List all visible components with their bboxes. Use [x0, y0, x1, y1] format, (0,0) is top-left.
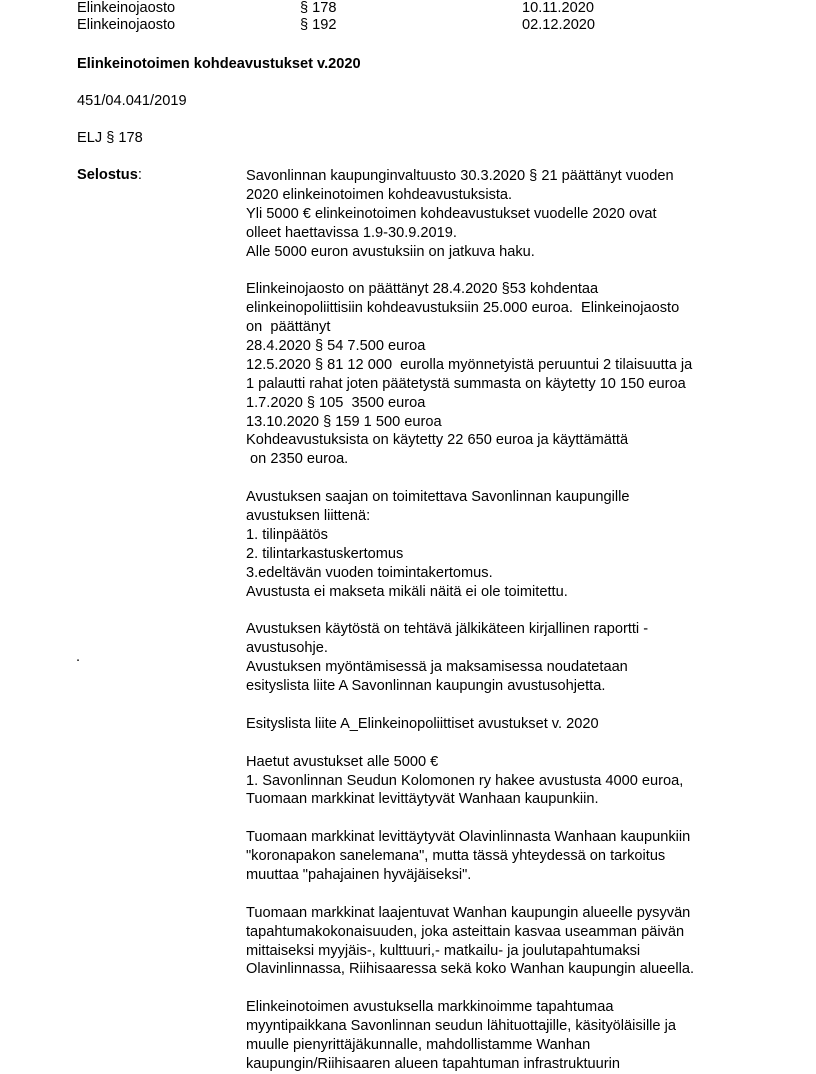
selostus-colon: :	[137, 167, 142, 183]
body-line: avustusohje.	[246, 640, 328, 657]
selostus-label-text: Selostus	[77, 167, 138, 183]
body-line: esityslista liite A Savonlinnan kaupungin avustusohjetta.	[246, 678, 606, 695]
body-line: Alle 5000 euron avustuksiin on jatkuva haku.	[246, 243, 535, 260]
body-line: Elinkeinojaosto on päättänyt 28.4.2020 §53 kohdentaa	[246, 281, 599, 298]
body-line: 1 palautti rahat joten päätetystä summasta on käytetty 10 150 euroa	[246, 375, 686, 392]
body-line: Esityslista liite A_Elinkeinopoliittiset avustukset v. 2020	[246, 715, 599, 732]
header-section: § 192	[300, 17, 337, 33]
body-line: 2020 elinkeinotoimen kohdeavustuksista.	[246, 186, 513, 203]
body-line: muulle pienyrittäjäkunnalle, mahdollistamme Wanhan	[246, 1036, 591, 1053]
body-line: Haetut avustukset alle 5000 €	[246, 753, 439, 770]
selostus-label	[77, 167, 142, 184]
body-line: tapahtumakokonaisuuden, joka asteittain kasvaa useamman päivän	[246, 923, 685, 940]
body-line: olleet haettavissa 1.9-30.9.2019.	[246, 224, 457, 241]
body-line: muuttaa "pahajainen hyväjäiseksi".	[246, 866, 472, 883]
selostus-body	[246, 167, 806, 1074]
body-line: myyntipaikkana Savonlinnan seudun lähituottajille, käsityöläisille ja	[246, 1018, 676, 1035]
body-line: elinkeinopoliittisiin kohdeavustuksiin 25.000 euroa. Elinkeinojaosto	[246, 300, 680, 317]
record-number: 451/04.041/2019	[77, 93, 187, 109]
body-line: 1.7.2020 § 105 3500 euroa	[246, 394, 426, 411]
body-line: 1. Savonlinnan Seudun Kolomonen ry hakee avustusta 4000 euroa,	[246, 772, 684, 789]
header-date: 02.12.2020	[522, 17, 596, 33]
body-line: Savonlinnan kaupunginvaltuusto 30.3.2020 § 21 päättänyt vuoden	[246, 168, 674, 184]
body-line: "koronapakon sanelemana", mutta tässä yhteydessä on tarkoitus	[246, 848, 666, 865]
body-line	[246, 601, 806, 620]
body-line	[246, 885, 806, 904]
body-line: Elinkeinotoimen avustuksella markkinoimme tapahtumaa	[246, 999, 614, 1016]
body-line: Avustuksen saajan on toimitettava Savonlinnan kaupungille	[246, 489, 630, 506]
body-line: on 2350 euroa.	[246, 451, 349, 468]
body-line: Yli 5000 € elinkeinotoimen kohdeavustukset vuodelle 2020 ovat	[246, 205, 657, 222]
body-line: 12.5.2020 § 81 12 000 eurolla myönnetyistä peruuntui 2 tilaisuutta ja	[246, 356, 693, 373]
body-line: Avustuksen käytöstä on tehtävä jälkikäteen kirjallinen raportti -	[246, 621, 649, 638]
body-line: 13.10.2020 § 159 1 500 euroa	[246, 413, 442, 430]
body-line: Kohdeavustuksista on käytetty 22 650 euroa ja käyttämättä	[246, 432, 629, 449]
header-body: Elinkeinojaosto	[77, 0, 176, 16]
body-line	[246, 979, 806, 998]
header-section: § 178	[300, 0, 337, 16]
body-line: kaupungin/Riihisaaren alueen tapahtuman infrastruktuurin	[246, 1055, 621, 1072]
header-body: Elinkeinojaosto	[77, 17, 176, 33]
body-line: 3.edeltävän vuoden toimintakertomus.	[246, 564, 493, 581]
document-title: Elinkeinotoimen kohdeavustukset v.2020	[77, 56, 361, 72]
body-line: Tuomaan markkinat laajentuvat Wanhan kaupungin alueelle pysyvän	[246, 904, 691, 921]
body-line	[246, 696, 806, 715]
body-line: 28.4.2020 § 54 7.500 euroa	[246, 338, 426, 355]
body-line	[246, 261, 806, 280]
body-line	[246, 809, 806, 828]
body-line: Avustuksen myöntämisessä ja maksamisessa noudatetaan	[246, 659, 628, 676]
section-reference: ELJ § 178	[77, 130, 143, 146]
body-line: 1. tilinpäätös	[246, 526, 328, 543]
margin-dot: .	[76, 649, 81, 665]
body-line: avustuksen liittenä:	[246, 508, 371, 525]
body-line: Olavinlinnassa, Riihisaaressa sekä koko Wanhan kaupungin alueella.	[246, 961, 695, 978]
body-line: Tuomaan markkinat levittäytyvät Olavinlinnasta Wanhaan kaupunkiin	[246, 829, 691, 846]
body-line	[246, 734, 806, 753]
header-date: 10.11.2020	[522, 0, 594, 16]
body-line: Tuomaan markkinat levittäytyvät Wanhaan kaupunkiin.	[246, 791, 599, 808]
body-line: Avustusta ei makseta mikäli näitä ei ole toimitettu.	[246, 583, 568, 600]
body-line: on päättänyt	[246, 319, 331, 336]
body-line: 2. tilintarkastuskertomus	[246, 545, 404, 562]
body-line: mittaiseksi myyjäis-, kulttuuri,- matkailu- ja joulutapahtumaksi	[246, 942, 641, 959]
body-line	[246, 469, 806, 488]
